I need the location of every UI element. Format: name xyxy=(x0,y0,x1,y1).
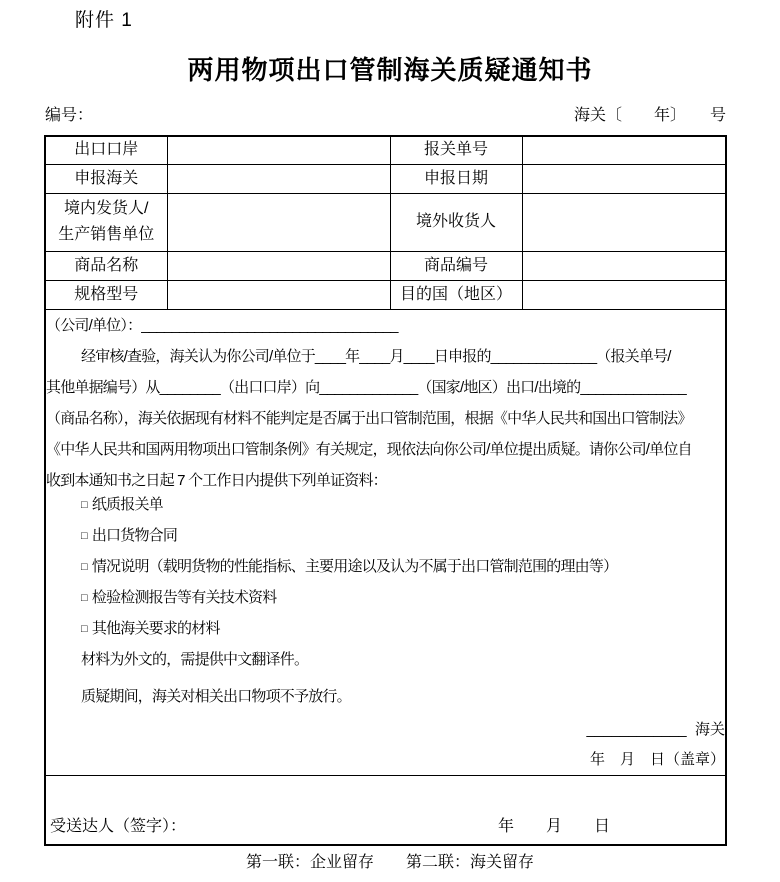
field-label-declaration-number: 报关单号 xyxy=(390,136,522,164)
field-value-declaration-number xyxy=(522,136,726,164)
field-value-declaring-customs xyxy=(167,164,390,193)
attachment-label: 附件 1 xyxy=(75,10,133,31)
field-value-specification xyxy=(167,280,390,309)
customs-date-seal-line: 年 月 日（盖章） xyxy=(589,750,725,768)
body-paragraph-line4: 《中华人民共和国两用物项出口管制条例》有关规定，现依法向你公司/单位提出质疑。请你公司/单位自 xyxy=(46,440,692,458)
field-value-export-port xyxy=(167,136,390,164)
field-value-commodity-name xyxy=(167,251,390,280)
company-fill-line: （公司/单位）：__________________________________ xyxy=(46,316,398,334)
customs-signature-line: ____________ 海关 xyxy=(586,720,725,738)
checkbox-icon: □ xyxy=(81,622,87,635)
checkbox-icon: □ xyxy=(81,498,87,511)
checklist-item-inspection-report: 检验检测报告等有关技术资料 xyxy=(91,588,277,606)
field-value-commodity-code xyxy=(522,251,726,280)
field-label-export-port: 出口口岸 xyxy=(45,136,167,164)
table-row-declaring-customs xyxy=(45,164,726,193)
field-label-specification: 规格型号 xyxy=(45,280,167,309)
field-label-destination-country: 目的国（地区） xyxy=(390,280,522,309)
table-row-commodity-name xyxy=(45,251,726,280)
body-paragraph-line3: （商品名称），海关依据现有材料不能判定是否属于出口管制范围，根据《中华人民共和国出口管制法》 xyxy=(46,409,692,427)
field-value-declaration-date xyxy=(522,164,726,193)
field-label-commodity-code: 商品编号 xyxy=(390,251,522,280)
field-label-overseas-consignee: 境外收货人 xyxy=(390,193,522,251)
body-paragraph-line1: 经审核/查验，海关认为你公司/单位于____年____月____日申报的______________（报关单号/ xyxy=(81,347,671,365)
list-item xyxy=(81,521,725,552)
consignor-label-line1: 境内发货人/ xyxy=(64,200,149,217)
footer-note: 第一联：企业留存 第二联：海关留存 xyxy=(245,854,534,871)
checklist-item-other-materials: 其他海关要求的材料 xyxy=(91,619,220,637)
field-label-commodity-name: 商品名称 xyxy=(45,251,167,280)
table-row-signature xyxy=(45,775,726,845)
field-label-domestic-consignor xyxy=(45,193,167,251)
hold-notice: 质疑期间，海关对相关出口物项不予放行。 xyxy=(81,687,351,705)
body-paragraph-line5: 收到本通知书之日起 7 个工作日内提供下列单证资料： xyxy=(46,471,387,489)
body-paragraph-line2: 其他单据编号）从________（出口口岸）向_____________（国家/地区）出口/出境的______________ xyxy=(46,378,686,396)
field-label-declaration-date: 申报日期 xyxy=(390,164,522,193)
recipient-signature-label: 受送达人（签字）： xyxy=(50,817,187,835)
signature-section xyxy=(45,775,726,845)
checkbox-icon: □ xyxy=(81,529,87,542)
checklist-item-export-contract: 出口货物合同 xyxy=(91,526,178,544)
list-item xyxy=(81,552,725,583)
translation-note: 材料为外文的，需提供中文翻译件。 xyxy=(81,650,309,668)
list-item xyxy=(81,583,725,614)
checklist-item-situation-statement: 情况说明（载明货物的性能指标、主要用途以及认为不属于出口管制范围的理由等） xyxy=(91,557,618,575)
doc-number-label: 编号： xyxy=(45,107,94,124)
checkbox-icon: □ xyxy=(81,560,87,573)
consignor-label-line2: 生产销售单位 xyxy=(58,226,155,243)
checkbox-icon: □ xyxy=(81,591,87,604)
required-documents-list xyxy=(46,490,725,674)
doc-number-row xyxy=(45,104,726,128)
signature-date: 年 月 日 xyxy=(498,817,611,835)
table-row-consignor xyxy=(45,193,726,251)
checklist-item-paper-declaration: 纸质报关单 xyxy=(91,495,163,513)
table-row-export-port xyxy=(45,136,726,164)
notice-body-section xyxy=(45,309,726,775)
table-row-body xyxy=(45,309,726,775)
list-item xyxy=(81,614,725,645)
field-value-domestic-consignor xyxy=(167,193,390,251)
table-row-specification xyxy=(45,280,726,309)
field-label-declaring-customs: 申报海关 xyxy=(45,164,167,193)
field-value-overseas-consignee xyxy=(522,193,726,251)
page-title: 两用物项出口管制海关质疑通知书 xyxy=(187,55,593,85)
field-value-destination-country xyxy=(522,280,726,309)
notice-form-table xyxy=(44,135,727,846)
ref-number: 海关〔 年〕 号 xyxy=(573,107,726,124)
